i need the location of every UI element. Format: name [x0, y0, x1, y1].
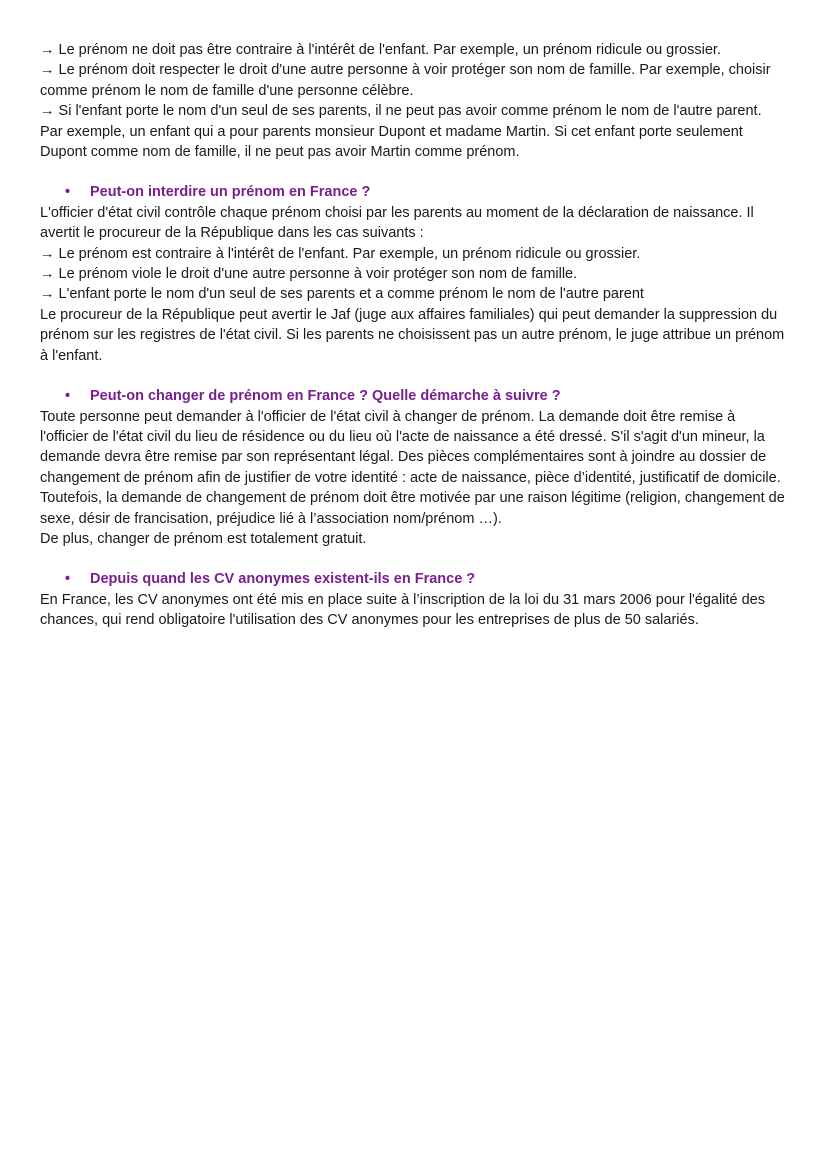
paragraph: → Le prénom est contraire à l'intérêt de l'enfant. Par exemple, un prénom ridicule ou grossier. — [40, 245, 641, 262]
intro-line: → Le prénom doit respecter le droit d'une autre personne à voir protéger son nom de famille. Par exemple, choisir comme prénom le nom de famille d'une personne célèbre. — [40, 62, 771, 99]
paragraph: → L'enfant porte le nom d'un seul de ses parents et a comme prénom le nom de l'autre parent — [40, 286, 644, 303]
paragraph: Le procureur de la République peut avertir le Jaf (juge aux affaires familiales) qui peut demander la suppression du prénom sur les registres de l'état civil. Si les parents ne choisissent pas un autre prénom, le juge attribue un prénom à l'enfant. — [40, 306, 785, 364]
paragraph: En France, les CV anonymes ont été mis en place suite à l’inscription de la loi du 31 mars 2006 pour l'égalité des chances, qui rend obligatoire l'utilisation des CV anonymes pour les entreprises de plus de 50 salariés. — [40, 591, 765, 629]
section-title: Peut-on interdire un prénom en France ? — [90, 184, 371, 201]
section-cv-anonymes — [40, 569, 786, 630]
section-title: Depuis quand les CV anonymes existent-ils en France ? — [90, 571, 476, 588]
section-changer-prenom — [40, 386, 786, 549]
section-interdire-prenom — [40, 182, 786, 366]
paragraph: Toutefois, la demande de changement de prénom doit être motivée par une raison légitime (religion, changement de sexe, désir de francisation, préjudice lié à l’association nom/prénom …). — [40, 490, 785, 527]
bullet-icon: • — [65, 184, 71, 201]
intro-block — [40, 40, 786, 162]
bullet-icon: • — [65, 388, 71, 405]
paragraph: De plus, changer de prénom est totalement gratuit. — [40, 530, 367, 547]
paragraph: → Le prénom viole le droit d'une autre personne à voir protéger son nom de famille. — [40, 266, 578, 283]
bullet-icon: • — [65, 571, 71, 588]
intro-line: → Si l'enfant porte le nom d'un seul de ses parents, il ne peut pas avoir comme prénom le nom de l'autre parent. Par exemple, un enfant qui a pour parents monsieur Dupont et madame Martin. Si cet enfant porte seulement Dupont comme nom de famille, il ne peut pas avoir Martin comme prénom. — [40, 103, 762, 161]
section-heading — [40, 182, 786, 202]
intro-line: → Le prénom ne doit pas être contraire à l'intérêt de l'enfant. Par exemple, un prénom ridicule ou grossier. — [40, 42, 721, 58]
paragraph: Toute personne peut demander à l'officier de l'état civil à changer de prénom. La demande doit être remise à l'officier de l'état civil du lieu de résidence ou du lieu où l'acte de naissance a été dressé. S'il s'agit d'un mineur, la demande devra être remise par son représentant légal. Des pièces complémentaires sont à joindre au dossier de changement de prénom afin de justifier de votre identité : acte de naissance, pièce d’identité, justificatif de domicile. — [40, 408, 781, 486]
section-heading — [40, 386, 786, 406]
paragraph: L'officier d'état civil contrôle chaque prénom choisi par les parents au moment de la déclaration de naissance. Il avertit le procureur de la République dans les cas suivants : — [40, 204, 754, 242]
section-heading — [40, 569, 786, 589]
section-title: Peut-on changer de prénom en France ? Quelle démarche à suivre ? — [90, 388, 561, 405]
